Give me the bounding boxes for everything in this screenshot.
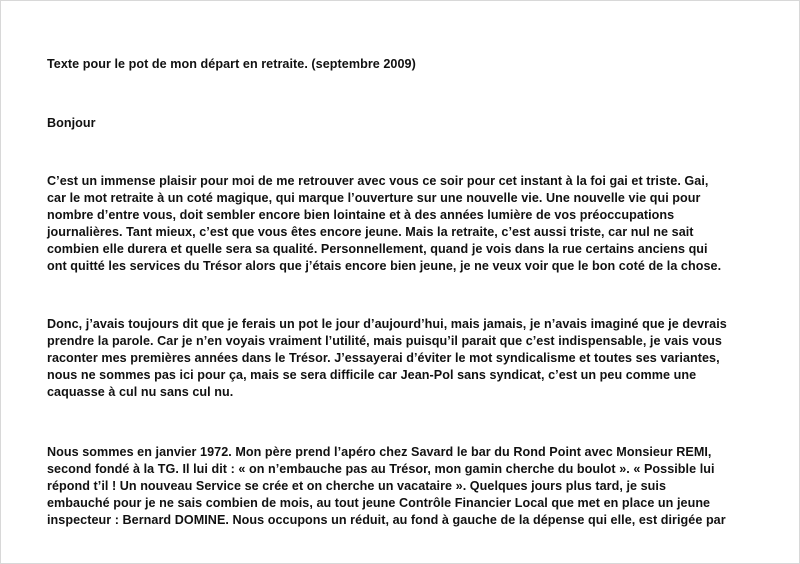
paragraph-line: journalières. Tant mieux, c’est que vous êtes encore jeune. Mais la retraite, c’est aussi triste, car nul ne sait bbox=[47, 225, 694, 239]
paragraph-line: C’est un immense plaisir pour moi de me retrouver avec vous ce soir pour cet instant à la foi gai et triste. Gai, bbox=[47, 174, 709, 188]
paragraph-line: nombre d’entre vous, doit sembler encore bien lointaine et à des années lumière de vos préoccupations bbox=[47, 208, 675, 222]
paragraph-line: prendre la parole. Car je n’en voyais vraiment l’utilité, mais puisqu’il parait que c’est indispensable, je vais vous bbox=[47, 334, 722, 348]
paragraph-line: combien elle durera et quelle sera sa qualité. Personnellement, quand je vois dans la rue certains anciens qui bbox=[47, 242, 708, 256]
paragraph-line: caquasse à cul nu sans cul nu. bbox=[47, 385, 234, 399]
paragraph-line: raconter mes premières années dans le Trésor. J’essayerai d’éviter le mot syndicalisme et toutes ses variantes, bbox=[47, 351, 720, 365]
paragraph-line: ont quitté les services du Trésor alors que j’étais encore bien jeune, je ne veux voir que le bon coté de la chose. bbox=[47, 259, 722, 273]
paragraph-line: embauché pour je ne sais combien de mois, au tout jeune Contrôle Financier Local que met en place un jeune bbox=[47, 496, 711, 510]
paragraph-line: second fondé à la TG. Il lui dit : « on n’embauche pas au Trésor, mon gamin cherche du boulot ». « Possible lui bbox=[47, 462, 715, 476]
paragraph-line: nous ne sommes pas ici pour ça, mais se sera difficile car Jean-Pol sans syndicat, c’est un peu comme une bbox=[47, 368, 697, 382]
greeting: Bonjour bbox=[47, 116, 96, 130]
paragraph-line: Donc, j’avais toujours dit que je ferais un pot le jour d’aujourd’hui, mais jamais, je n’avais imaginé que je devrais bbox=[47, 317, 727, 331]
document-title: Texte pour le pot de mon départ en retraite. (septembre 2009) bbox=[47, 57, 416, 71]
paragraph-line: Nous sommes en janvier 1972. Mon père prend l’apéro chez Savard le bar du Rond Point avec Monsieur REMI, bbox=[47, 445, 712, 459]
paragraph-line: car le mot retraite à un coté magique, qui marque l’ouverture sur une nouvelle vie. Une nouvelle vie qui pour bbox=[47, 191, 701, 205]
paragraph-line: inspecteur : Bernard DOMINE. Nous occupons un réduit, au fond à gauche de la dépense qui elle, est dirigée par bbox=[47, 513, 726, 527]
paragraph-line: répond t’il ! Un nouveau Service se crée et on cherche un vacataire ». Quelques jours plus tard, je suis bbox=[47, 479, 666, 493]
